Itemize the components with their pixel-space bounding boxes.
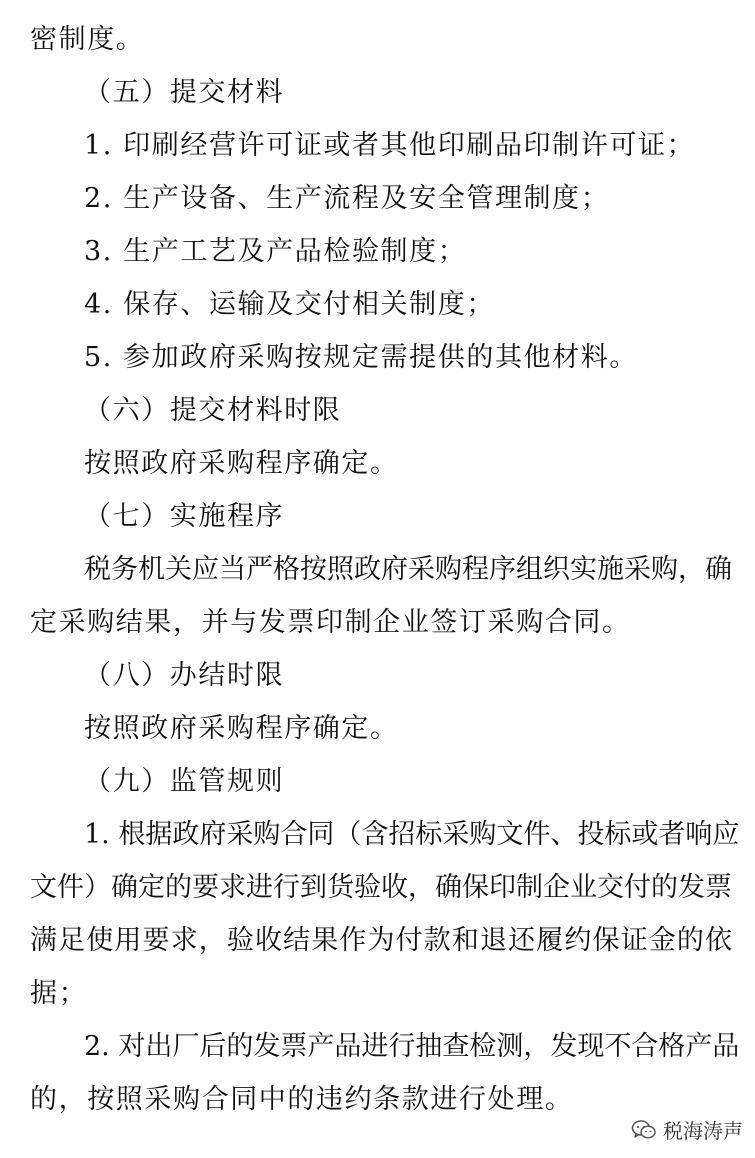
section-heading-7: （七）实施程序 (84, 501, 285, 532)
list-item: 4. 保存、运输及交付相关制度； (84, 289, 495, 320)
paragraph-line: 定采购结果，并与发票印制企业签订采购合同。 (30, 607, 631, 638)
paragraph-line: 据； (30, 978, 88, 1009)
text-line: 按照政府采购程序确定。 (84, 448, 399, 479)
section-heading-6: （六）提交材料时限 (84, 395, 342, 426)
section-heading-5: （五）提交材料 (84, 77, 285, 108)
section-heading-8: （八）办结时限 (84, 660, 285, 691)
paragraph-line: 满足使用要求，验收结果作为付款和退还履约保证金的依 (30, 925, 732, 956)
text-line: 密制度。 (30, 24, 145, 55)
watermark (631, 1115, 743, 1144)
paragraph-line: 文件）确定的要求进行到货验收，确保印制企业交付的发票 (30, 872, 732, 903)
list-item: 3. 生产工艺及产品检验制度； (84, 236, 467, 267)
watermark-text: 税海涛声 (663, 1119, 743, 1143)
paragraph-line: 2. 对出厂后的发票产品进行抽查检测，发现不合格产品 (84, 1031, 740, 1062)
wechat-logo-icon (631, 1119, 657, 1141)
paragraph-line: 税务机关应当严格按照政府采购程序组织实施采购，确 (84, 554, 732, 585)
paragraph-line: 的，按照采购合同中的违约条款进行处理。 (30, 1084, 574, 1115)
text-line: 按照政府采购程序确定。 (84, 713, 399, 744)
section-heading-9: （九）监管规则 (84, 766, 285, 797)
list-item: 1. 印刷经营许可证或者其他印刷品印制许可证； (84, 130, 696, 161)
list-item: 2. 生产设备、生产流程及安全管理制度； (84, 183, 610, 214)
list-item: 5. 参加政府采购按规定需提供的其他材料。 (84, 342, 638, 373)
paragraph-line: 1. 根据政府采购合同（含招标采购文件、投标或者响应 (84, 819, 740, 850)
